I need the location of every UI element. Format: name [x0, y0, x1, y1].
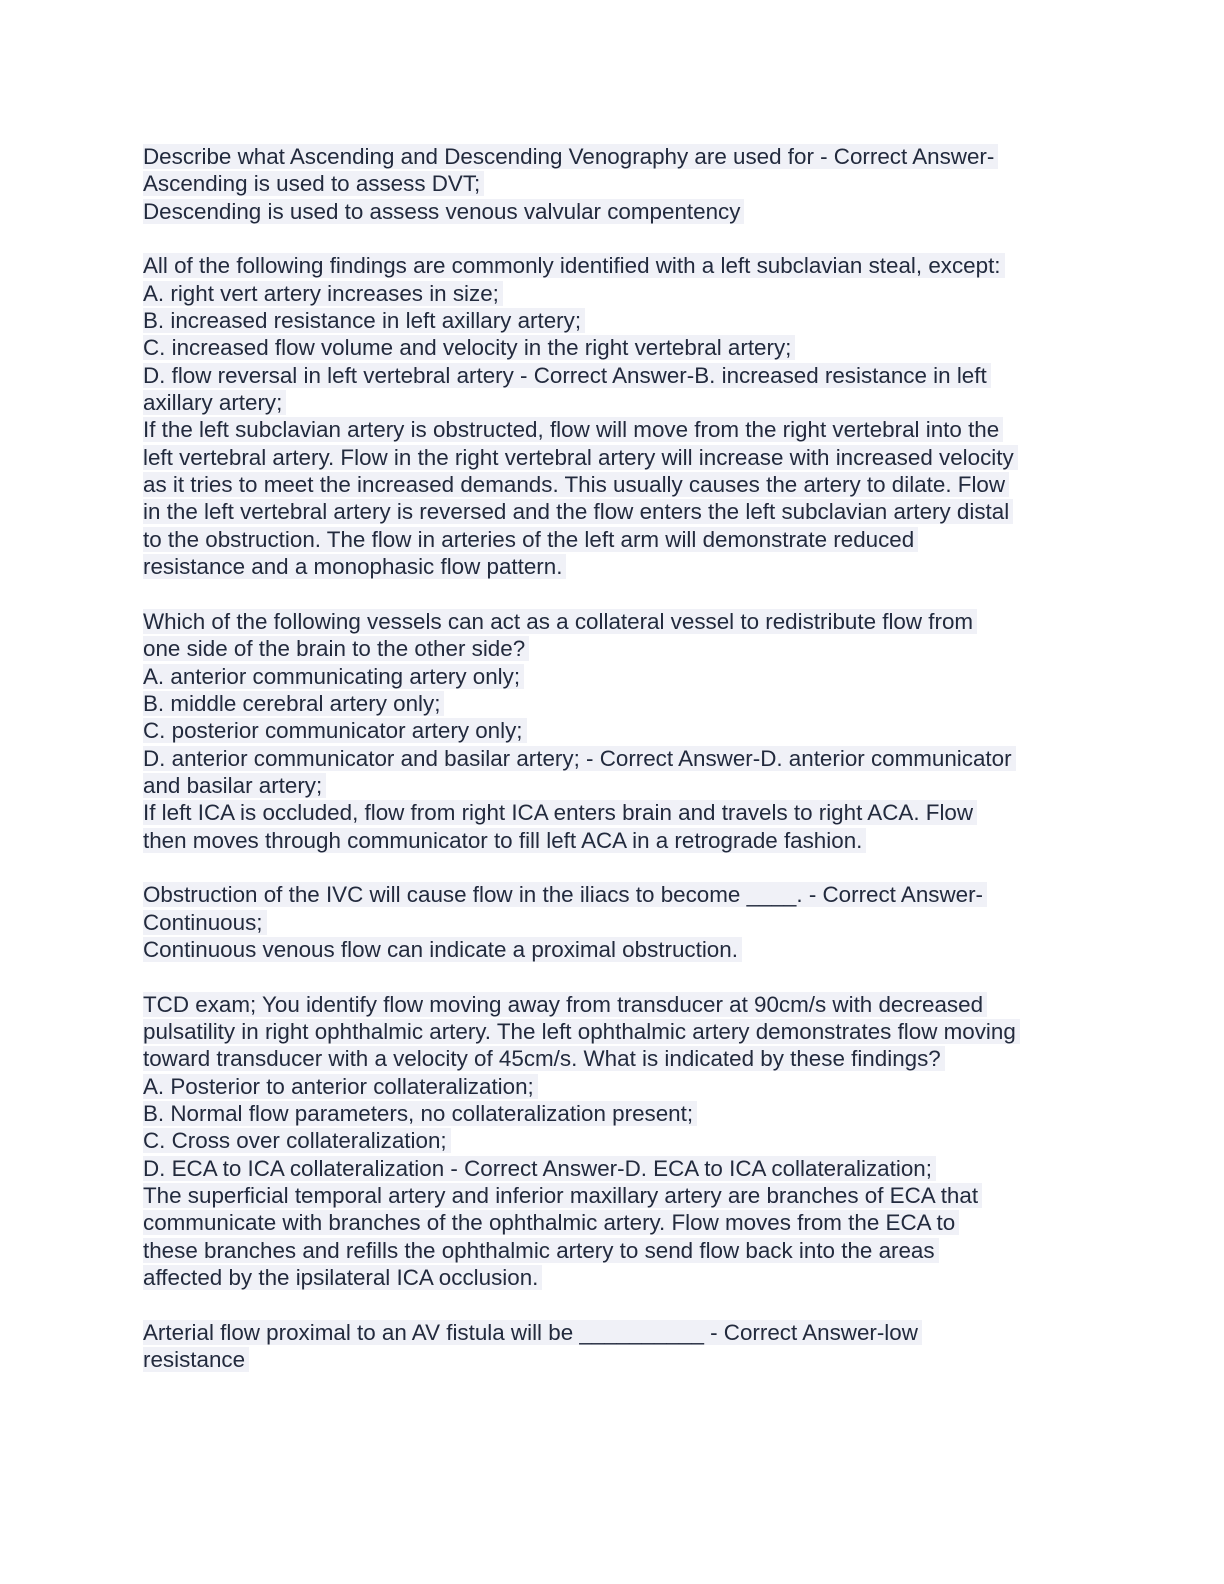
text-line: A. Posterior to anterior collateralization;	[143, 1073, 1083, 1100]
text-line: C. increased flow volume and velocity in the right vertebral artery;	[143, 334, 1083, 361]
text-line: B. middle cerebral artery only;	[143, 690, 1083, 717]
text-line: one side of the brain to the other side?	[143, 635, 1083, 662]
text-line: these branches and refills the ophthalmic artery to send flow back into the areas	[143, 1237, 1083, 1264]
text-line: The superficial temporal artery and inferior maxillary artery are branches of ECA that	[143, 1182, 1083, 1209]
text-line: D. ECA to ICA collateralization - Correct Answer-D. ECA to ICA collateralization;	[143, 1155, 1083, 1182]
text-line: C. posterior communicator artery only;	[143, 717, 1083, 744]
text-line: B. Normal flow parameters, no collateralization present;	[143, 1100, 1083, 1127]
document-page	[143, 143, 1083, 1401]
qa-block-tcd-exam	[143, 991, 1083, 1292]
text-line: Obstruction of the IVC will cause flow in the iliacs to become ____. - Correct Answer-	[143, 881, 1083, 908]
qa-block-collateral-vessel	[143, 608, 1083, 854]
text-line: communicate with branches of the ophthalmic artery. Flow moves from the ECA to	[143, 1209, 1083, 1236]
qa-block-ivc-obstruction	[143, 881, 1083, 963]
text-line: C. Cross over collateralization;	[143, 1127, 1083, 1154]
text-line: TCD exam; You identify flow moving away from transducer at 90cm/s with decreased	[143, 991, 1083, 1018]
text-line: Arterial flow proximal to an AV fistula will be __________ - Correct Answer-low	[143, 1319, 1083, 1346]
text-line: Which of the following vessels can act as a collateral vessel to redistribute flow from	[143, 608, 1083, 635]
text-line: pulsatility in right ophthalmic artery. The left ophthalmic artery demonstrates flow moving	[143, 1018, 1083, 1045]
text-line: Continuous;	[143, 909, 1083, 936]
text-line: Describe what Ascending and Descending Venography are used for - Correct Answer-	[143, 143, 1083, 170]
text-line: If the left subclavian artery is obstructed, flow will move from the right vertebral into the	[143, 416, 1083, 443]
qa-block-av-fistula	[143, 1319, 1083, 1374]
text-line: and basilar artery;	[143, 772, 1083, 799]
text-line: in the left vertebral artery is reversed and the flow enters the left subclavian artery distal	[143, 498, 1083, 525]
text-line: B. increased resistance in left axillary artery;	[143, 307, 1083, 334]
text-line: to the obstruction. The flow in arteries of the left arm will demonstrate reduced	[143, 526, 1083, 553]
text-line: A. right vert artery increases in size;	[143, 280, 1083, 307]
text-line: Descending is used to assess venous valvular compentency	[143, 198, 1083, 225]
text-line: as it tries to meet the increased demands. This usually causes the artery to dilate. Flow	[143, 471, 1083, 498]
text-line: D. anterior communicator and basilar artery; - Correct Answer-D. anterior communicator	[143, 745, 1083, 772]
text-line: resistance	[143, 1346, 1083, 1373]
text-line: affected by the ipsilateral ICA occlusion.	[143, 1264, 1083, 1291]
text-line: toward transducer with a velocity of 45cm/s. What is indicated by these findings?	[143, 1045, 1083, 1072]
text-line: then moves through communicator to fill left ACA in a retrograde fashion.	[143, 827, 1083, 854]
text-line: D. flow reversal in left vertebral artery - Correct Answer-B. increased resistance in left	[143, 362, 1083, 389]
text-line: resistance and a monophasic flow pattern.	[143, 553, 1083, 580]
text-line: All of the following findings are commonly identified with a left subclavian steal, except:	[143, 252, 1083, 279]
text-line: Continuous venous flow can indicate a proximal obstruction.	[143, 936, 1083, 963]
qa-block-venography	[143, 143, 1083, 225]
text-line: A. anterior communicating artery only;	[143, 663, 1083, 690]
qa-block-subclavian-steal	[143, 252, 1083, 580]
text-line: Ascending is used to assess DVT;	[143, 170, 1083, 197]
text-line: left vertebral artery. Flow in the right vertebral artery will increase with increased velocity	[143, 444, 1083, 471]
text-line: If left ICA is occluded, flow from right ICA enters brain and travels to right ACA. Flow	[143, 799, 1083, 826]
text-line: axillary artery;	[143, 389, 1083, 416]
